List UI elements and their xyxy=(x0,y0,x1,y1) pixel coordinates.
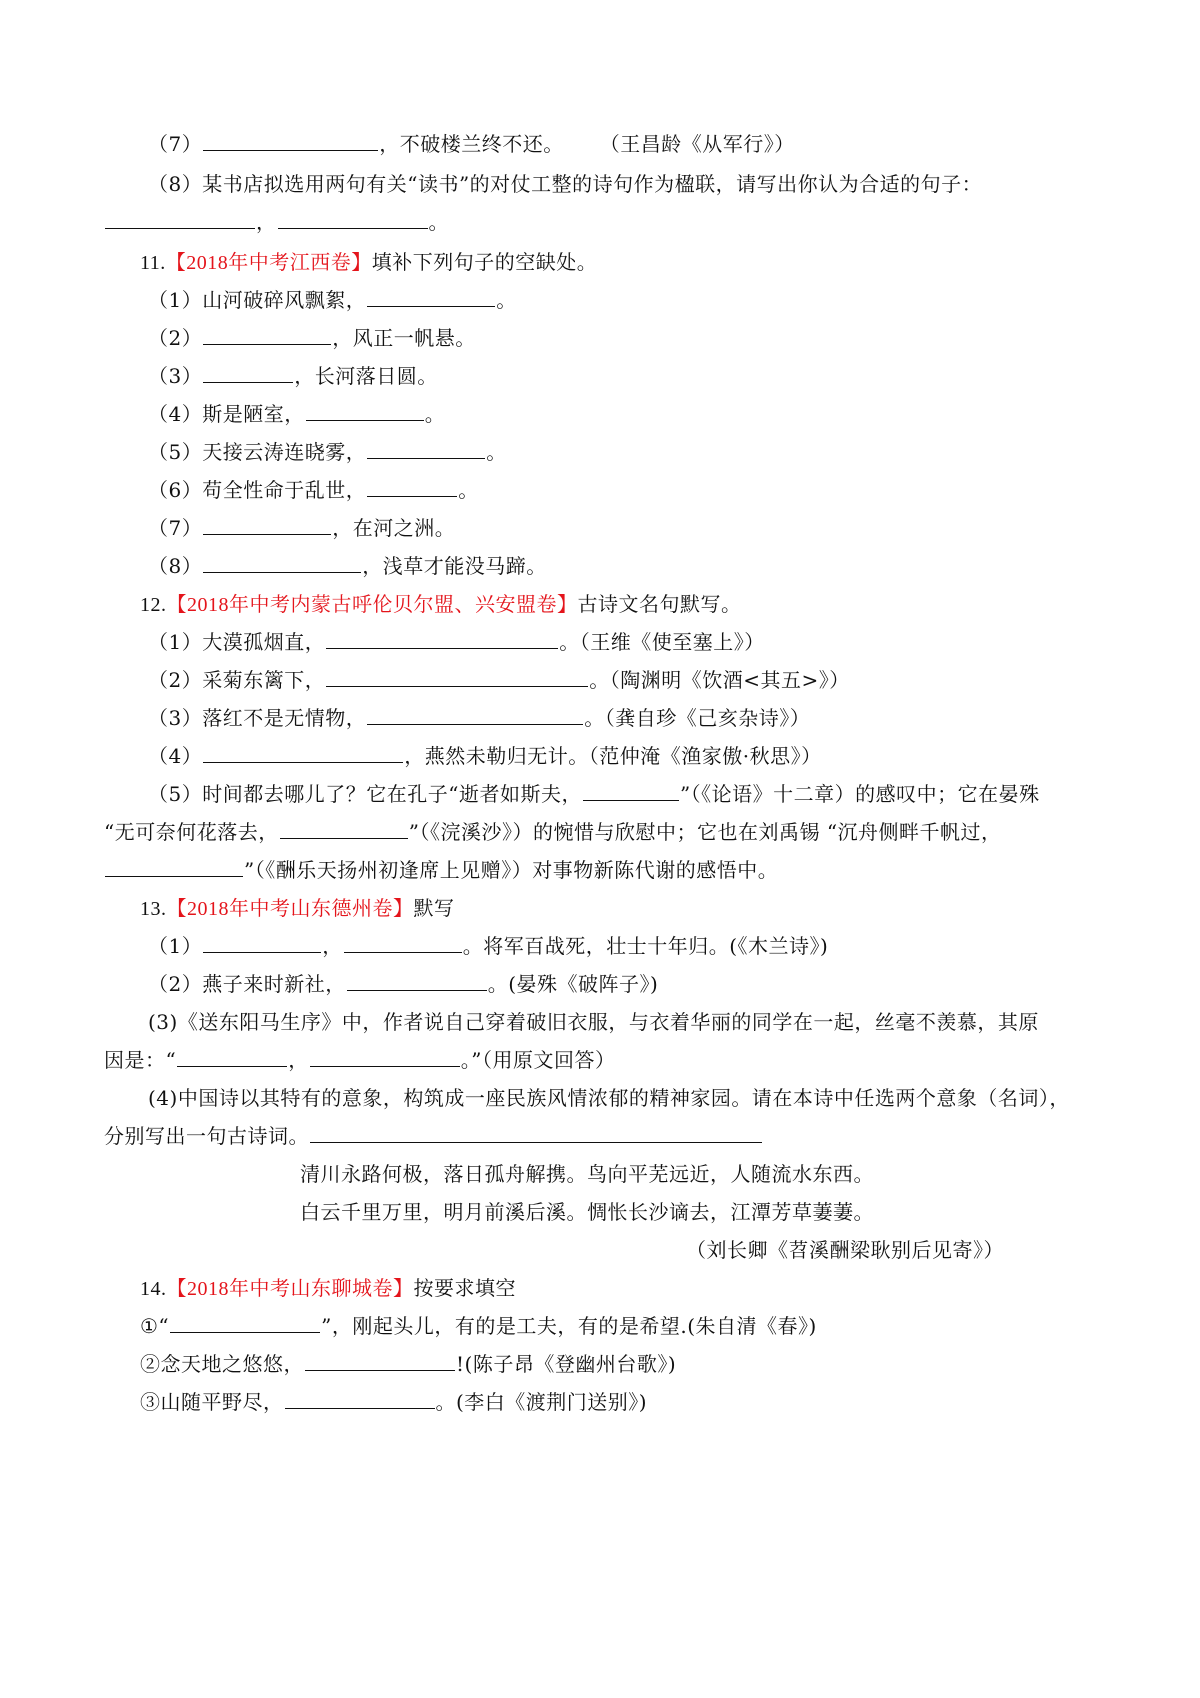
item-post: 。 xyxy=(496,288,517,312)
answer-blank[interactable] xyxy=(367,288,495,307)
poem-text: 白云千里万里，明月前溪后溪。惆怅长沙谪去，江潭芳草萋萋。 xyxy=(300,1200,874,1224)
q10-item-7 xyxy=(148,130,795,158)
item-label: （7） xyxy=(148,516,203,540)
question-title: 按要求填空 xyxy=(413,1276,516,1300)
q12-heading xyxy=(140,590,742,619)
item-post: 。 xyxy=(424,402,446,426)
item-text: ，不破楼兰终不还。 xyxy=(379,132,564,156)
exam-source-tag: 【2018年中考内蒙古呼伦贝尔盟、兴安盟卷】 xyxy=(166,594,578,616)
exam-source-tag: 【2018年中考江西卷】 xyxy=(165,252,372,274)
item-post: 。将军百战死，壮士十年归。(《木兰诗》) xyxy=(462,934,829,958)
item-label: （1） xyxy=(148,934,203,958)
answer-blank[interactable] xyxy=(105,858,243,877)
answer-blank[interactable] xyxy=(367,478,457,497)
item-pre: 燕子来时新社， xyxy=(202,972,346,996)
answer-blank[interactable] xyxy=(203,744,403,763)
question-number: 13. xyxy=(140,898,167,920)
item-text: 因是：“ xyxy=(104,1048,177,1072)
item-source: （王昌龄《从军行》） xyxy=(599,132,795,156)
item-text: 分别写出一句古诗词。 xyxy=(104,1124,309,1148)
q10-item-8 xyxy=(148,170,982,198)
q13-item-3-line1 xyxy=(148,1008,1039,1036)
q11-item xyxy=(148,552,547,580)
item-post: ”，刚起头儿，有的是工夫，有的是希望.(朱自清《春》) xyxy=(321,1314,817,1338)
item-post: ，浅草才能没马蹄。 xyxy=(362,554,547,578)
item-post: ，风正一帆悬。 xyxy=(332,326,476,350)
item-text: （5）时间都去哪儿了？它在孔子“逝者如斯夫， xyxy=(148,782,582,806)
item-text: 某书店拟选用两句有关“读书”的对仗工整的诗句作为楹联，请写出你认为合适的句子： xyxy=(202,172,983,196)
item-post: !(陈子昂《登幽州台歌》) xyxy=(456,1352,677,1376)
item-post: 。（龚自珍《己亥杂诗》） xyxy=(584,706,811,730)
q11-item xyxy=(148,514,455,542)
item-label: （3） xyxy=(148,364,203,388)
q14-heading xyxy=(140,1274,516,1303)
exam-source-tag: 【2018年中考山东聊城卷】 xyxy=(166,1278,414,1300)
item-label: （3） xyxy=(148,706,203,730)
q11-item xyxy=(148,400,445,428)
item-post: ，长河落日圆。 xyxy=(294,364,438,388)
answer-blank[interactable] xyxy=(310,1048,460,1067)
question-title: 填补下列句子的空缺处。 xyxy=(371,250,598,274)
separator: ， xyxy=(256,210,277,234)
item-post: 。 xyxy=(458,478,479,502)
poem-line-2 xyxy=(300,1198,874,1226)
question-number: 12. xyxy=(140,594,167,616)
item-post: 。(李白《渡荆门送别》) xyxy=(435,1390,648,1414)
answer-blank[interactable] xyxy=(285,1390,435,1409)
item-text: ”（《浣溪沙》）的惋惜与欣慰中；它也在刘禹锡 “沉舟侧畔千帆过， xyxy=(408,820,1002,844)
q12-item-5-line3 xyxy=(104,856,778,884)
q12-item xyxy=(148,742,822,770)
q14-item xyxy=(140,1350,676,1378)
question-number: 14. xyxy=(140,1278,167,1300)
item-pre: 山河破碎风飘絮， xyxy=(202,288,367,312)
item-pre: 天接云涛连晓雾， xyxy=(202,440,367,464)
q11-item xyxy=(148,438,507,466)
item-text: 。”（用原文回答） xyxy=(460,1048,616,1072)
answer-blank[interactable] xyxy=(177,1048,287,1067)
q13-heading xyxy=(140,894,455,923)
answer-blank[interactable] xyxy=(105,210,255,229)
answer-blank[interactable] xyxy=(347,972,487,991)
item-label: （1） xyxy=(148,288,203,312)
item-pre: 采菊东篱下， xyxy=(202,668,326,692)
answer-blank[interactable] xyxy=(278,210,428,229)
answer-blank[interactable] xyxy=(203,364,293,383)
item-text: (4)中国诗以其特有的意象，构筑成一座民族风情浓郁的精神家园。请在本诗中任选两个意象（名词）， xyxy=(148,1086,1070,1110)
answer-blank[interactable] xyxy=(280,820,408,839)
exam-source-tag: 【2018年中考山东德州卷】 xyxy=(166,898,414,920)
q11-heading xyxy=(140,248,597,277)
answer-blank[interactable] xyxy=(306,402,424,421)
q14-item xyxy=(140,1312,817,1340)
answer-blank[interactable] xyxy=(367,706,583,725)
poem-text: 清川永路何极，落日孤舟解携。鸟向平芜远近，人随流水东西。 xyxy=(300,1162,874,1186)
answer-blank[interactable] xyxy=(326,630,558,649)
item-pre: ②念天地之悠悠， xyxy=(140,1352,304,1376)
q12-item-5-line2 xyxy=(104,818,1002,846)
answer-blank[interactable] xyxy=(203,516,331,535)
poem-attribution xyxy=(686,1236,1004,1264)
q13-item-3-line2 xyxy=(104,1046,615,1074)
item-label: （2） xyxy=(148,972,203,996)
answer-blank[interactable] xyxy=(203,934,321,953)
q11-item xyxy=(148,476,479,504)
item-label: （2） xyxy=(148,668,203,692)
answer-blank[interactable] xyxy=(326,668,588,687)
q12-item xyxy=(148,704,810,732)
answer-blank[interactable] xyxy=(583,782,679,801)
item-label: （5） xyxy=(148,440,203,464)
item-post: 。（陶渊明《饮酒<其五>》） xyxy=(589,668,850,692)
separator: ， xyxy=(288,1048,309,1072)
item-post: ，在河之洲。 xyxy=(332,516,456,540)
item-text: ”（《酬乐天扬州初逢席上见赠》）对事物新陈代谢的感悟中。 xyxy=(244,858,779,882)
q13-item-1 xyxy=(148,932,828,960)
q14-item xyxy=(140,1388,647,1416)
item-label: （8） xyxy=(148,554,203,578)
item-label: （2） xyxy=(148,326,203,350)
q13-item-4-line2 xyxy=(104,1122,763,1150)
question-number: 11. xyxy=(140,252,166,274)
item-label: （4） xyxy=(148,744,203,768)
item-pre: ③山随平野尽， xyxy=(140,1390,284,1414)
item-post: 。(晏殊《破阵子》) xyxy=(487,972,659,996)
separator: ， xyxy=(322,934,343,958)
answer-blank[interactable] xyxy=(203,132,378,151)
q11-item xyxy=(148,324,476,352)
item-text: ”（《论语》十二章）的感叹中；它在晏殊 xyxy=(679,782,1040,806)
q13-item-4-line1 xyxy=(148,1084,1070,1112)
item-label: （7） xyxy=(148,132,203,156)
answer-blank[interactable] xyxy=(344,934,462,953)
item-pre: 大漠孤烟直， xyxy=(202,630,326,654)
poem-line-1 xyxy=(300,1160,874,1188)
item-text: “无可奈何花落去， xyxy=(104,820,279,844)
item-post: ，燕然未勒归无计。（范仲淹《渔家傲·秋思》） xyxy=(404,744,822,768)
item-post: 。 xyxy=(486,440,507,464)
q12-item-5-line1 xyxy=(148,780,1040,808)
item-label: （6） xyxy=(148,478,203,502)
q11-item xyxy=(148,286,517,314)
q13-item-2 xyxy=(148,970,658,998)
item-label: （1） xyxy=(148,630,203,654)
question-title: 默写 xyxy=(413,896,455,920)
q12-item xyxy=(148,628,765,656)
end-mark: 。 xyxy=(428,210,449,234)
item-text: (3)《送东阳马生序》中，作者说自己穿着破旧衣服，与衣着华丽的同学在一起，丝毫不羡慕，其原 xyxy=(148,1010,1039,1034)
item-pre: 斯是陋室， xyxy=(202,402,305,426)
answer-blank[interactable] xyxy=(310,1124,762,1143)
item-label: （4） xyxy=(148,402,203,426)
answer-blank[interactable] xyxy=(305,1352,455,1371)
item-pre: ①“ xyxy=(140,1314,170,1338)
attribution-text: （刘长卿《苕溪酬梁耿别后见寄》） xyxy=(686,1238,1004,1262)
item-label: （8） xyxy=(148,172,203,196)
q11-item xyxy=(148,362,438,390)
answer-blank[interactable] xyxy=(367,440,485,459)
q12-item xyxy=(148,666,850,694)
answer-blank[interactable] xyxy=(170,1314,320,1333)
answer-blank[interactable] xyxy=(203,326,331,345)
q10-item-8-answers xyxy=(104,208,449,236)
question-title: 古诗文名句默写。 xyxy=(577,592,742,616)
item-post: 。（王维《使至塞上》） xyxy=(559,630,765,654)
item-pre: 落红不是无情物， xyxy=(202,706,367,730)
answer-blank[interactable] xyxy=(203,554,361,573)
item-pre: 苟全性命于乱世， xyxy=(202,478,367,502)
